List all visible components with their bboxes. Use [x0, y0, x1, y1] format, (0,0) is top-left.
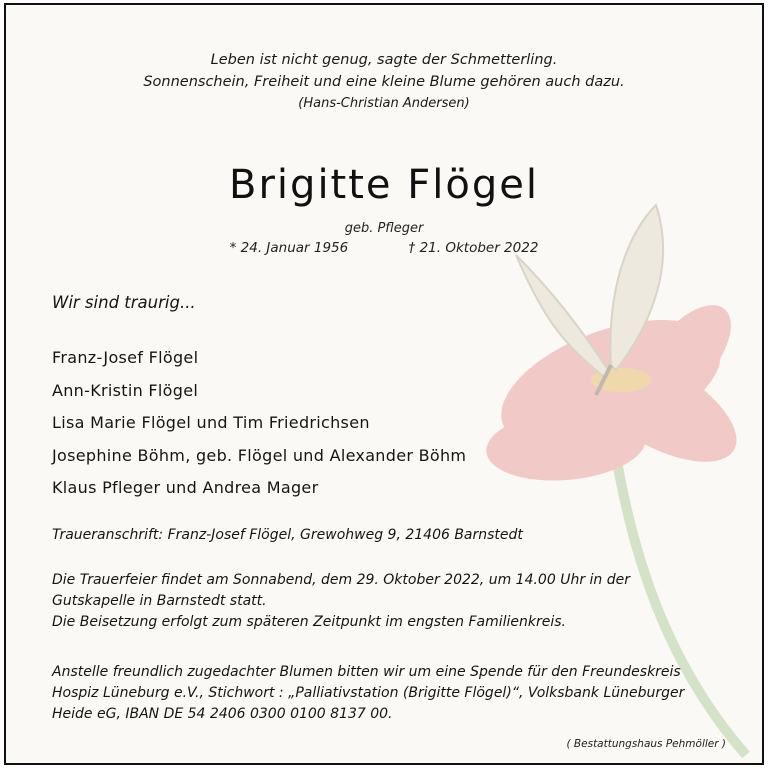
donation-text	[52, 662, 722, 725]
ceremony-line-3: Die Beisetzung erfolgt zum späteren Zeitpunkt im engsten Familienkreis.	[52, 614, 566, 630]
donation-line-3: Heide eG, IBAN DE 54 2406 0300 0100 8137 00.	[52, 706, 393, 722]
birth-date: * 24. Januar 1956	[229, 240, 349, 256]
birth-name: geb. Pfleger	[344, 221, 424, 236]
life-dates	[6, 240, 762, 256]
mourner: Ann-Kristin Flögel	[52, 380, 199, 400]
undertaker-credit: ( Bestattungshaus Pehmöller )	[566, 738, 726, 750]
death-date: † 21. Oktober 2022	[408, 240, 539, 256]
donation-line-1: Anstelle freundlich zugedachter Blumen bitten wir um eine Spende für den Freundeskreis	[52, 664, 681, 680]
ceremony-text	[52, 570, 722, 633]
quote-line-2: Sonnenschein, Freiheit und eine kleine Blume gehören auch dazu.	[143, 74, 625, 90]
mourners-list	[52, 342, 722, 505]
obituary-frame	[4, 3, 764, 765]
mourner: Klaus Pfleger und Andrea Mager	[52, 478, 319, 497]
mourner: Lisa Marie Flögel und Tim Friedrichsen	[52, 413, 370, 432]
quote-author: (Hans-Christian Andersen)	[298, 96, 470, 111]
quote-line-1: Leben ist nicht genug, sagte der Schmetterling.	[210, 52, 558, 68]
ceremony-line-2: Gutskapelle in Barnstedt statt.	[52, 593, 267, 609]
ceremony-line-1: Die Trauerfeier findet am Sonnabend, dem 29. Oktober 2022, um 14.00 Uhr in der	[52, 572, 630, 588]
donation-line-2: Hospiz Lüneburg e.V., Stichwort : „Palliativstation (Brigitte Flögel)“, Volksbank Lüneburger	[52, 685, 685, 701]
deceased-name: Brigitte Flögel	[229, 162, 539, 208]
mourner: Josephine Böhm, geb. Flögel und Alexander Böhm	[52, 445, 467, 465]
mourner: Franz-Josef Flögel	[52, 348, 199, 367]
sad-line: Wir sind traurig...	[52, 293, 196, 312]
mourning-address: Traueranschrift: Franz-Josef Flögel, Grewohweg 9, 21406 Barnstedt	[52, 527, 523, 543]
quote-block	[6, 49, 762, 115]
